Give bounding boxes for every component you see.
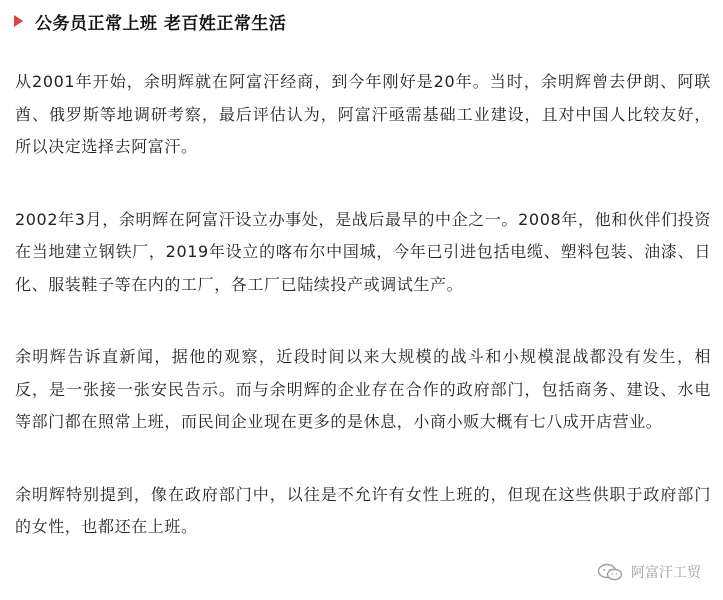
triangle-marker-icon [14,15,23,27]
account-watermark [597,562,701,582]
paragraph: 余明辉特别提到，像在政府部门中，以往是不允许有女性上班的，但现在这些供职于政府部门的女性，也都还在上班。 [15,484,711,536]
section-title: 公务员正常上班 老百姓正常生活 [35,13,287,34]
wechat-icon [597,563,623,581]
paragraph: 2002年3月，余明辉在阿富汗设立办事处，是战后最早的中企之一。2008年，他和伙伴们投资在当地建立钢铁厂，2019年设立的喀布尔中国城，今年已引进包括电缆、塑料包装、油漆、日化、服装鞋子等在内的工厂，各工厂已陆续投产或调试生产。 [15,209,711,294]
section-heading [14,8,286,34]
paragraph: 从2001年开始，余明辉就在阿富汗经商，到今年刚好是20年。当时，余明辉曾去伊朗、阿联酋、俄罗斯等地调研考察，最后评估认为，阿富汗亟需基础工业建设，且对中国人比较友好，所以决定选择去阿富汗。 [15,72,711,156]
watermark-text: 阿富汗工贸 [631,565,701,581]
article-body [15,66,711,544]
paragraph: 余明辉告诉直新闻，据他的观察，近段时间以来大规模的战斗和小规模混战都没有发生，相反，是一张接一张安民告示。而与余明辉的企业存在合作的政府部门，包括商务、建设、水电等部门都在照常上班，而民间企业现在更多的是休息，小商小贩大概有七八成开店营业。 [15,347,711,431]
